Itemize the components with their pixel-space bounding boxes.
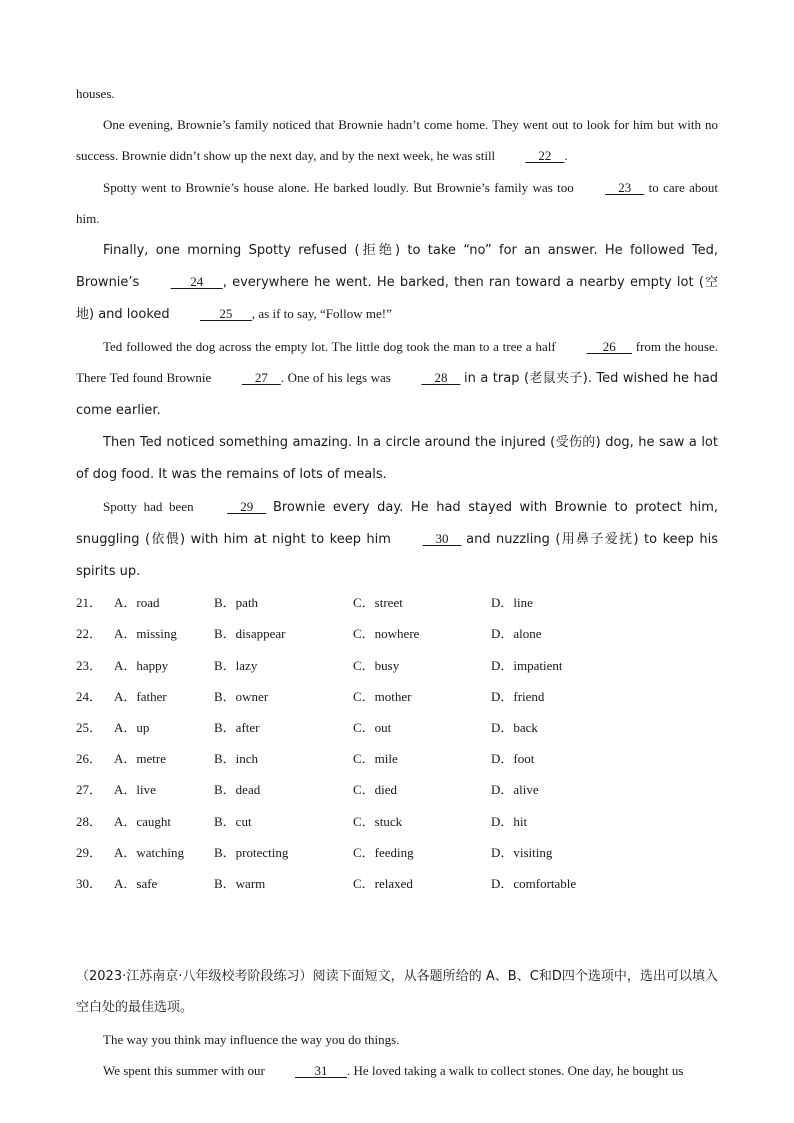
option-b: B．protecting <box>214 844 289 860</box>
passage-paragraph-4 <box>76 331 718 427</box>
option-d: D．comfortable <box>491 875 577 891</box>
question-number: 22． <box>76 626 103 642</box>
option-c: C．nowhere <box>353 626 420 642</box>
option-a: A．safe <box>114 875 158 891</box>
blank-29: 29 <box>227 498 267 514</box>
question-row <box>76 650 718 681</box>
option-a: A．watching <box>114 844 185 860</box>
question-number: 24． <box>76 688 103 704</box>
section-gap <box>76 899 718 961</box>
paragraph-text: We spent this summer with our <box>103 1062 265 1078</box>
question-row <box>76 868 718 899</box>
option-c: C．relaxed <box>353 875 413 891</box>
option-a: A．live <box>114 782 156 798</box>
blank-22: 22 <box>525 148 565 164</box>
question-row <box>76 712 718 743</box>
option-d: D．back <box>491 720 538 735</box>
option-d: D．impatient <box>491 657 563 673</box>
question-number: 25． <box>76 720 103 735</box>
option-d: D．hit <box>491 813 528 829</box>
question-row <box>76 774 718 805</box>
question-number: 27． <box>76 782 103 798</box>
paragraph-text: . One of his legs was <box>280 369 391 385</box>
option-c: C．stuck <box>353 813 403 829</box>
option-d: D．visiting <box>491 844 553 860</box>
question-row <box>76 587 718 618</box>
option-b: B．cut <box>214 813 252 829</box>
passage-paragraph-1 <box>76 109 718 171</box>
paragraph-text: to care about him. <box>76 179 719 226</box>
question-number: 26． <box>76 751 103 767</box>
option-a: A．metre <box>114 751 166 767</box>
passage-line-houses: houses. <box>76 86 115 101</box>
passage-paragraph-5 <box>76 426 718 490</box>
blank-26: 26 <box>586 338 632 354</box>
paragraph-text: Spotty had been <box>103 498 194 514</box>
option-c: C．mile <box>353 751 398 767</box>
blank-27: 27 <box>241 369 281 385</box>
option-d: D．alone <box>491 626 542 642</box>
passage-paragraph-2 <box>76 172 718 234</box>
question-number: 21． <box>76 595 103 611</box>
question-row <box>76 806 718 837</box>
option-c: C．mother <box>353 688 412 704</box>
option-a: A．road <box>114 595 160 611</box>
option-b: B．owner <box>214 688 269 704</box>
option-b: B．inch <box>214 751 259 767</box>
option-d: D．alive <box>491 782 539 798</box>
blank-30: 30 <box>422 530 462 546</box>
question-row <box>76 743 718 774</box>
paragraph-text: Then Ted noticed something amazing. In a circle around the injured (受伤的) dog, he saw a lot of dog food. It was the remains of lots of meals. <box>76 435 718 483</box>
option-c: C．street <box>353 595 403 611</box>
option-a: A．up <box>114 720 150 735</box>
paragraph-text: Ted followed the dog across the empty lot. The little dog took the man to a tree a half <box>103 338 556 354</box>
option-b: B．warm <box>214 875 266 891</box>
question-number: 23． <box>76 657 103 673</box>
paragraph-text: and nuzzling (用鼻子爱抚) to keep his spirits up. <box>76 531 718 580</box>
paragraph-text: . <box>564 148 568 164</box>
paragraph-text: . He loved taking a walk to collect stones. One day, he bought us <box>347 1062 684 1078</box>
option-b: B．lazy <box>214 657 258 673</box>
paragraph-text: Brownie every day. He had stayed with Brownie to protect him, snuggling (依偎) with him at night to keep him <box>76 499 719 547</box>
question-number: 30． <box>76 875 103 891</box>
option-a: A．happy <box>114 657 169 673</box>
option-b: B．path <box>214 595 259 611</box>
paragraph-text: Spotty went to Brownie’s house alone. He barked loudly. But Brownie’s family was too <box>103 179 574 195</box>
blank-28: 28 <box>421 369 461 385</box>
passage-paragraph-3 <box>76 234 718 331</box>
paragraph-text: , as if to say, “Follow me!” <box>251 306 392 322</box>
option-d: D．friend <box>491 688 545 704</box>
option-a: A．missing <box>114 626 177 642</box>
passage-paragraph-6 <box>76 491 718 588</box>
option-d: D．foot <box>491 751 535 767</box>
section-instruction: （2023·江苏南京·八年级校考阶段练习）阅读下面短文，从各题所给的 A、B、C和D四个选项中，选出可以填入空白处的最佳选项。 <box>76 969 718 1016</box>
passage2-paragraph-2 <box>76 1055 718 1086</box>
blank-31: 31 <box>295 1062 348 1078</box>
paragraph-text: One evening, Brownie’s family noticed that Brownie hadn’t come home. They went out to look for him but with no success. Brownie didn’t show up the next day, and by the next week, he was still <box>76 117 718 164</box>
question-number: 29． <box>76 844 103 860</box>
question-list <box>76 587 718 899</box>
question-number: 28． <box>76 813 103 829</box>
option-b: B．dead <box>214 782 261 798</box>
option-b: B．after <box>214 720 260 735</box>
option-a: A．caught <box>114 813 172 829</box>
option-c: C．busy <box>353 657 400 673</box>
paragraph-text: from the house. There Ted found Brownie <box>76 338 719 385</box>
blank-23: 23 <box>605 179 645 195</box>
paragraph-text: Finally, one morning Spotty refused (拒绝) to take “no” for an answer. He followed Ted, Brownie’s <box>76 243 718 291</box>
question-row <box>76 618 718 649</box>
question-row <box>76 837 718 868</box>
blank-24: 24 <box>170 274 223 290</box>
option-c: C．feeding <box>353 844 414 860</box>
option-b: B．disappear <box>214 626 286 642</box>
question-row <box>76 681 718 712</box>
option-d: D．line <box>491 595 533 611</box>
option-c: C．out <box>353 720 392 735</box>
option-a: A．father <box>114 688 167 704</box>
blank-25: 25 <box>199 306 252 322</box>
paragraph-text: , everywhere he went. He barked, then ran toward a nearby empty lot (空地) and looked <box>76 275 719 323</box>
option-c: C．died <box>353 782 398 798</box>
paragraph-text: in a trap (老鼠夹子). Ted wished he had come earlier. <box>76 370 718 419</box>
document-page <box>76 78 718 1086</box>
passage2-paragraph-1: The way you think may influence the way you do things. <box>103 1031 400 1047</box>
